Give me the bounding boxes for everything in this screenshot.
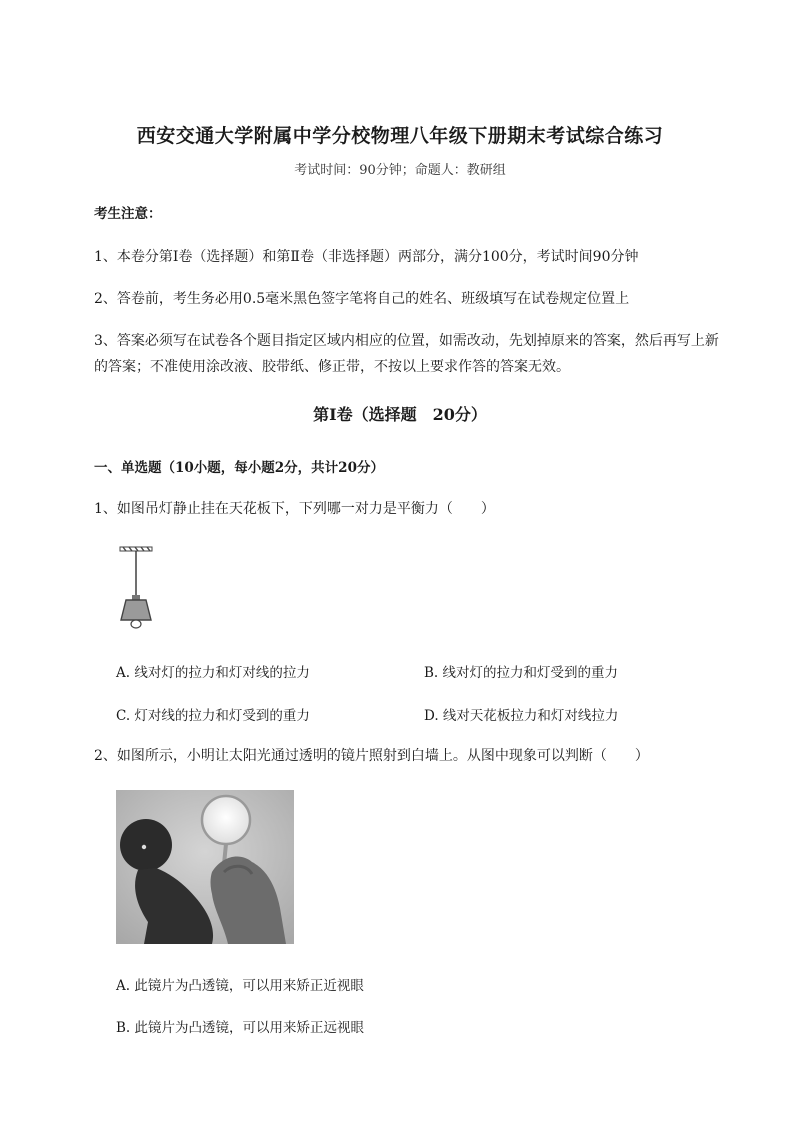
lamp-shade <box>121 600 151 620</box>
section-title: 第Ⅰ卷（选择题 20分） <box>313 405 487 424</box>
lens-icon <box>202 796 250 844</box>
shadow-disc <box>120 819 172 871</box>
q1-option-d[interactable]: D. 线对天花板拉力和灯对线拉力 <box>424 708 619 724</box>
question-1-stem: 1、如图吊灯静止挂在天花板下，下列哪一对力是平衡力（ ） <box>94 501 495 517</box>
q2-option-b[interactable]: B. 此镜片为凸透镜，可以用来矫正远视眼 <box>116 1020 365 1036</box>
lamp-socket <box>132 595 140 600</box>
ceiling-icon <box>120 547 152 551</box>
notice-heading: 考生注意： <box>94 206 162 222</box>
notice-item-1: 1、本卷分第Ⅰ卷（选择题）和第Ⅱ卷（非选择题）两部分，满分100分，考试时间90分钟 <box>94 249 639 265</box>
part-heading: 一、单选题（10小题，每小题2分，共计20分） <box>94 460 384 476</box>
q1-option-c[interactable]: C. 灯对线的拉力和灯受到的重力 <box>116 708 310 724</box>
question-2-stem: 2、如图所示，小明让太阳光通过透明的镜片照射到白墙上。从图中现象可以判断（ ） <box>94 748 649 764</box>
hanging-lamp-figure <box>110 543 160 633</box>
q2-option-a[interactable]: A. 此镜片为凸透镜，可以用来矫正近视眼 <box>116 978 364 994</box>
lens-photo-figure <box>116 790 294 944</box>
notice-item-3-cont: 的答案；不准使用涂改液、胶带纸、修正带，不按以上要求作答的答案无效。 <box>94 359 570 375</box>
notice-item-3: 3、答案必须写在试卷各个题目指定区域内相应的位置，如需改动，先划掉原来的答案，然后再写上新 <box>94 333 719 349</box>
notice-item-2: 2、答卷前，考生务必用0.5毫米黑色签字笔将自己的姓名、班级填写在试卷规定位置上 <box>94 291 630 307</box>
exam-info: 考试时间：90分钟；命题人：教研组 <box>294 163 506 178</box>
q1-option-b[interactable]: B. 线对灯的拉力和灯受到的重力 <box>424 665 619 681</box>
light-spot <box>142 845 146 849</box>
page-title: 西安交通大学附属中学分校物理八年级下册期末考试综合练习 <box>136 125 664 147</box>
q1-option-a[interactable]: A. 线对灯的拉力和灯对线的拉力 <box>116 665 310 681</box>
bulb-icon <box>131 620 141 628</box>
